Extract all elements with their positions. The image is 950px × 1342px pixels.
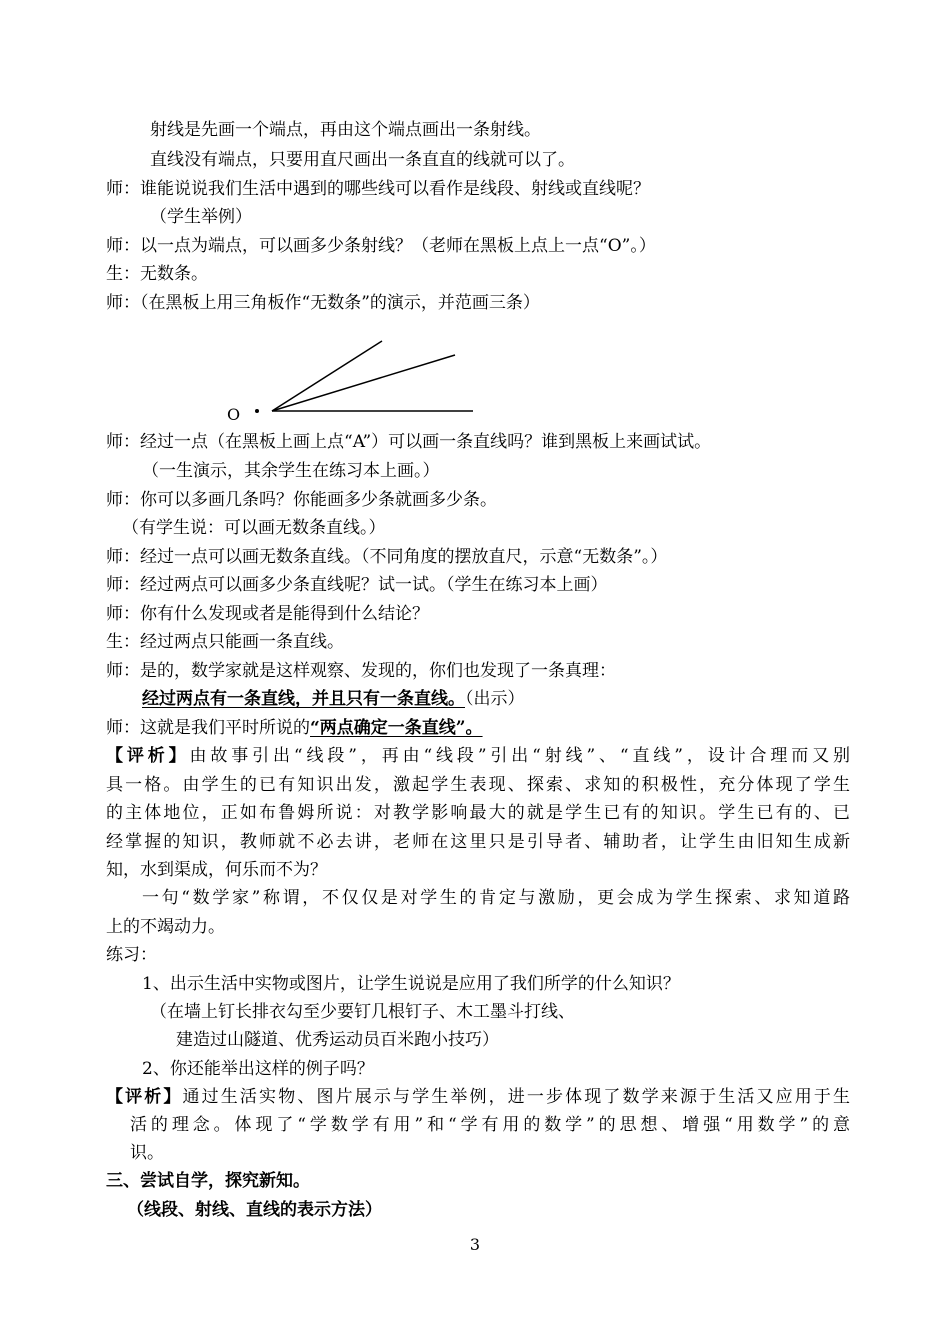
- theorem-text: 经过两点有一条直线，并且只有一条直线。: [142, 689, 465, 709]
- commentary-line: 经掌握的知识，教师就不必去讲，老师在这里只是引导者、辅助者，让学生由旧知生成新: [106, 832, 850, 852]
- commentary-line: 识。: [130, 1143, 164, 1163]
- commentary-line: [106, 745, 850, 767]
- dialogue-prefix: 师：这就是我们平时所说的: [106, 718, 310, 738]
- ray-line: [272, 341, 382, 411]
- practice-note: 建造过山隧道、优秀运动员百米跑小技巧）: [176, 1030, 499, 1050]
- stage-direction: （一生演示，其余学生在练习本上画。）: [142, 461, 440, 481]
- dialogue-line: 师：谁能说说我们生活中遇到的哪些线可以看作是线段、射线或直线呢？: [106, 179, 650, 199]
- key-phrase: “两点确定一条直线”。: [310, 718, 483, 738]
- text-line: 射线是先画一个端点，再由这个端点画出一条射线。: [150, 120, 541, 140]
- commentary-text: 通过生活实物、图片展示与学生举例，进一步体现了数学来源于生活又应用于生: [182, 1087, 851, 1107]
- ray-line: [272, 355, 455, 411]
- commentary-line: 一句“数学家”称谓，不仅仅是对学生的肯定与激励，更会成为学生探索、求知道路: [142, 888, 850, 908]
- dialogue-line: 师：经过一点可以画无数条直线。（不同角度的摆放直尺，示意“无数条”。）: [106, 547, 668, 567]
- dialogue-line: 生：经过两点只能画一条直线。: [106, 632, 344, 652]
- rays-diagram: [215, 340, 495, 430]
- section-heading: 三、尝试自学，探究新知。: [106, 1171, 310, 1191]
- practice-item: 2、你还能举出这样的例子吗？: [142, 1059, 374, 1079]
- text-line: 直线没有端点，只要用直尺画出一条直直的线就可以了。: [150, 150, 575, 170]
- dialogue-line: 生：无数条。: [106, 264, 208, 284]
- dialogue-line: 师：你有什么发现或者是能得到什么结论？: [106, 604, 429, 624]
- dialogue-line: 师：经过一点（在黑板上画上点“A”）可以画一条直线吗？谁到黑板上来画试试。: [106, 432, 712, 452]
- commentary-text: 由故事引出“线段”，再由“线段”引出“射线”、“直线”，设计合理而又别: [189, 746, 851, 766]
- dialogue-line: [106, 717, 483, 739]
- commentary-line: 的主体地位，正如布鲁姆所说：对教学影响最大的就是学生已有的知识。学生已有的、已: [106, 803, 850, 823]
- stage-direction: （有学生说：可以画无数条直线。）: [122, 518, 386, 538]
- dialogue-line: 师：经过两点可以画多少条直线呢？试一试。（学生在练习本上画）: [106, 575, 608, 595]
- commentary-line: 知，水到渠成，何乐而不为？: [106, 860, 327, 880]
- practice-label: 练习：: [106, 945, 157, 965]
- commentary-line: [106, 1086, 850, 1108]
- commentary-line: 活的理念。体现了“学数学有用”和“学有用的数学”的思想、增强“用数学”的意: [130, 1115, 850, 1135]
- practice-item: 1、出示生活中实物或图片，让学生说说是应用了我们所学的什么知识？: [142, 974, 680, 994]
- commentary-line: 上的不竭动力。: [106, 917, 225, 937]
- dialogue-line: 师：（在黑板上用三角板作“无数条”的演示，并范画三条）: [106, 293, 540, 313]
- stage-direction: （学生举例）: [150, 207, 252, 227]
- commentary-line: 具一格。由学生的已有知识出发，激起学生表现、探索、求知的积极性，充分体现了学生: [106, 775, 850, 795]
- point-dot: [255, 409, 259, 413]
- practice-note: （在墙上钉长排衣勾至少要钉几根钉子、木工墨斗打线、: [150, 1002, 575, 1022]
- dialogue-line: 师：以一点为端点，可以画多少条射线？（老师在黑板上点上一点“O”。）: [106, 236, 656, 256]
- dialogue-line: 师：是的，数学家就是这样观察、发现的，你们也发现了一条真理：: [106, 661, 616, 681]
- commentary-tag: 【评析】: [106, 1087, 183, 1107]
- point-label: O: [227, 405, 241, 424]
- section-subheading: （线段、射线、直线的表示方法）: [127, 1200, 382, 1220]
- theorem-note: （出示）: [465, 689, 525, 709]
- theorem-line: [142, 688, 525, 710]
- commentary-tag: 【评析】: [106, 746, 190, 766]
- dialogue-line: 师：你可以多画几条吗？你能画多少条就画多少条。: [106, 490, 497, 510]
- page-number: 3: [469, 1235, 481, 1254]
